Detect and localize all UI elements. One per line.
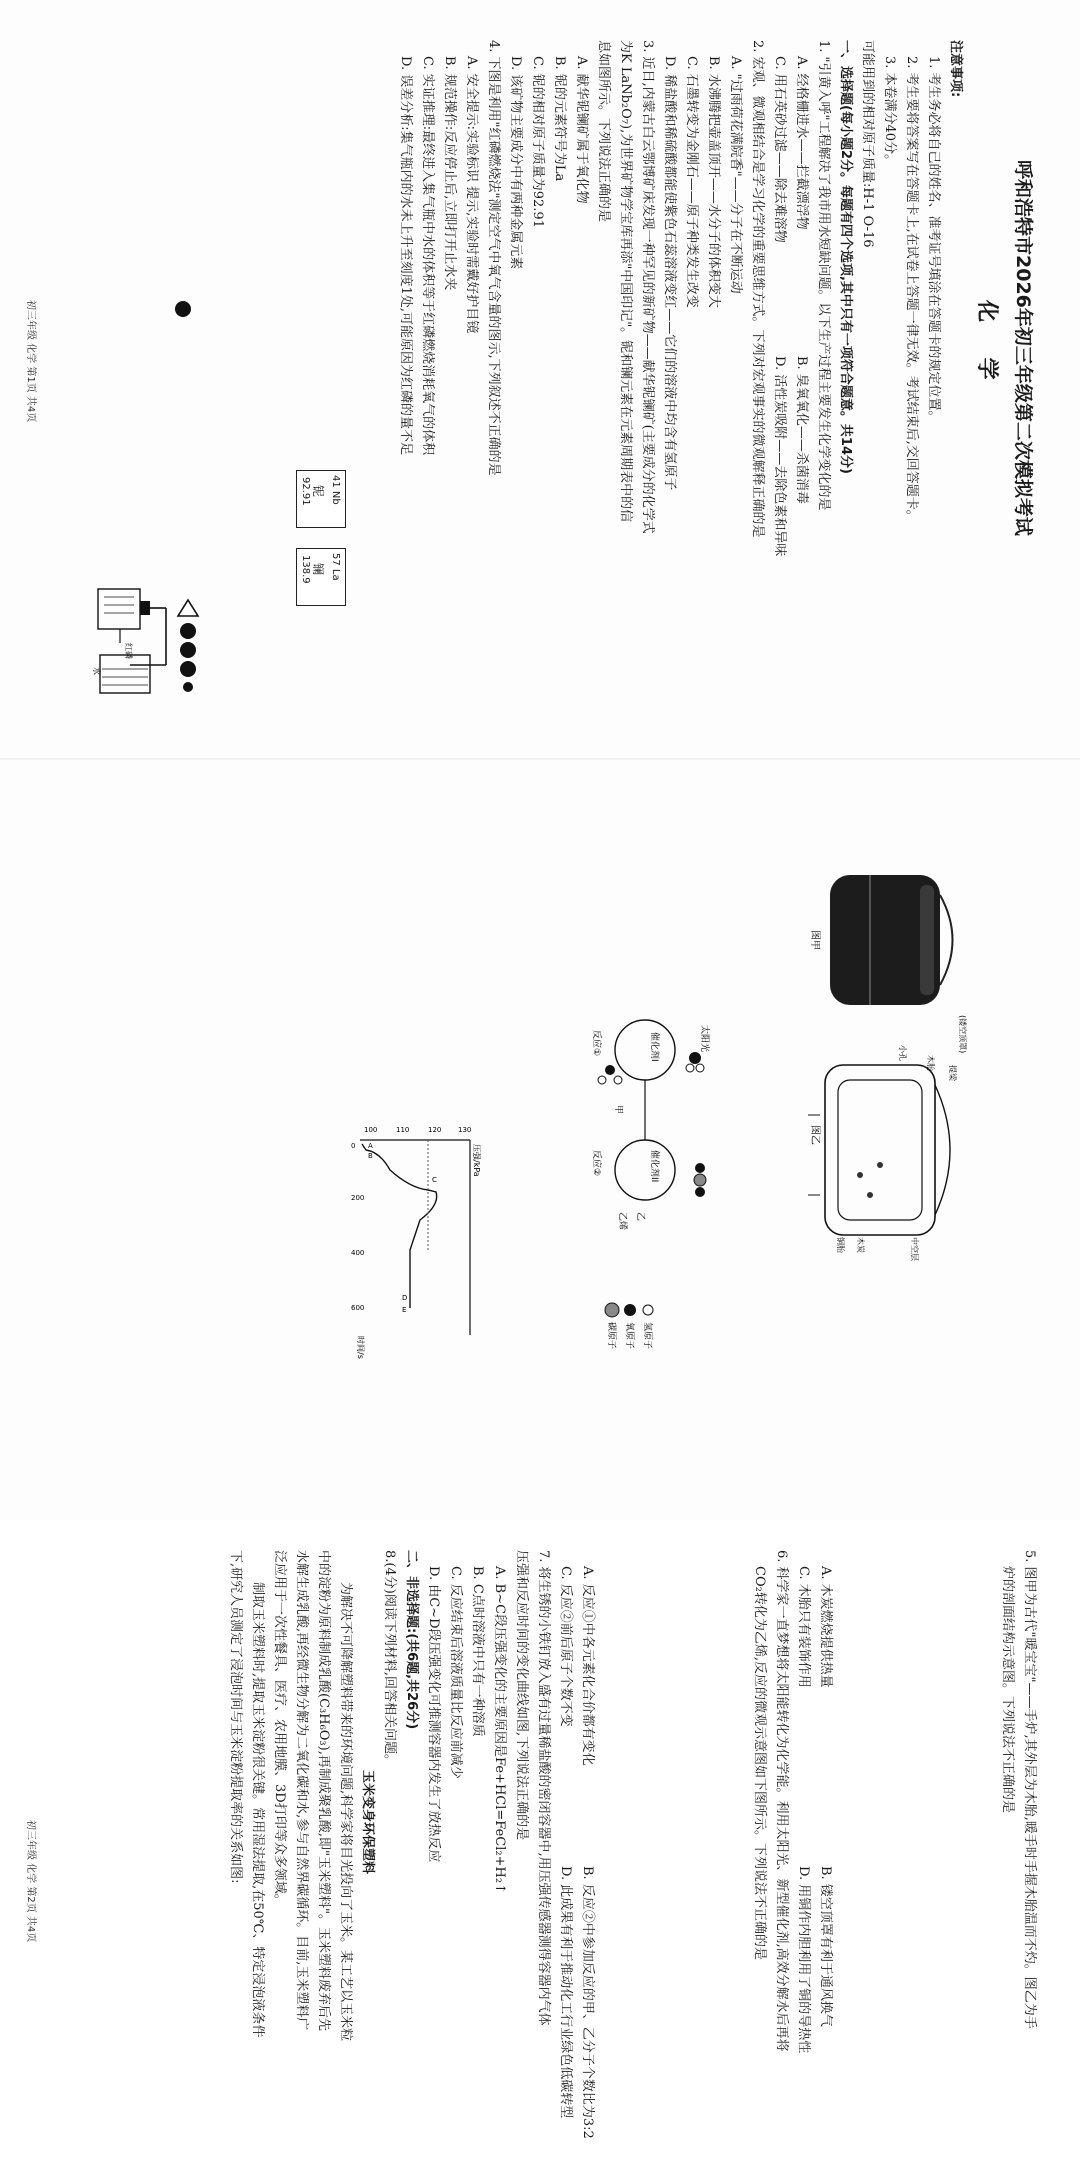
q3-option-b: B. 铌的元素符号为La — [552, 56, 567, 182]
section-label-hollow: 中空层 — [910, 1237, 919, 1261]
handwash-icon — [180, 642, 196, 658]
hand-warmer-photo — [830, 875, 953, 1005]
q8-article-title: 玉米变身环保塑料 — [360, 1770, 375, 1875]
point-d: D — [402, 1294, 408, 1302]
q6-stem-1: 6. 科学家一直梦想将太阳能转化为化学能。利用太阳光、新型催化剂,高效分解水后再将 — [774, 1550, 789, 2052]
inline-goggle-icon — [174, 300, 192, 318]
q6-figure-space — [598, 1550, 748, 2170]
fig-jia-label: 图甲 — [809, 930, 820, 950]
section-label-tongtai: 铜胎 — [836, 1237, 845, 1253]
point-e: E — [402, 1306, 407, 1314]
q6-option-b: B. 反应②中参加反应的甲、乙分子个数比为3:2 — [580, 1866, 595, 2139]
page1-content — [0, 40, 1040, 660]
legend-hydrogen: 氢原子 — [642, 1322, 652, 1350]
point-b: B — [368, 1152, 373, 1160]
catalyst-1-label: 催化剂I — [649, 1032, 659, 1062]
point-c: C — [432, 1176, 437, 1184]
exam-page-2 — [0, 760, 1080, 2139]
nb-mass: 92.91 — [300, 477, 311, 506]
jia-label: 甲 — [613, 1105, 623, 1115]
q7-pressure-chart — [350, 1126, 481, 1359]
pressure-curve — [362, 1144, 437, 1308]
q6-option-a: A. 反应①中各元素化合价都有变化 — [580, 1566, 595, 1766]
ethylene-label: 乙烯 — [617, 1212, 627, 1231]
q3-option-d: D. 该矿物主要成分中有两种金属元素 — [508, 56, 523, 270]
section-label-mutai: 木胎 — [926, 1055, 935, 1071]
q5-stem-1: 5. 图甲为古代"暖宝宝"——手炉,其外层为木胎,暖手时手握木胎温而不灼。图乙为手 — [1022, 1550, 1037, 2029]
section-label-hole: 小孔 — [898, 1045, 907, 1061]
section-1-heading: 一、选择题(每小题2分。每题有四个选项,其中只有一项符合题意。共14分) — [838, 40, 853, 474]
catalyst-2-cycle — [615, 1140, 675, 1200]
q4-option-b: B. 规范操作:反应停止后,立即打开止水夹 — [442, 56, 457, 291]
q4-option-c: C. 实证推理:最终进入集气瓶中水的体积等于红磷燃烧消耗氧气的体积 — [420, 56, 435, 456]
legend-carbon: 碳原子 — [606, 1322, 616, 1350]
page2-footer: 初三年级 化学 第2页 共4页 — [25, 1820, 36, 1943]
q8-stem: 8.(4分)阅读下列材料,回答相关问题。 — [382, 1550, 397, 1767]
section-label-mutan: 木炭 — [856, 1237, 865, 1253]
subject-title: 化 学 — [974, 300, 999, 394]
nb-symbol: Nb — [330, 490, 341, 505]
ytick-110: 110 — [396, 1126, 410, 1134]
ytick-130: 130 — [458, 1126, 472, 1134]
q5-option-a: A. 木炭燃烧提供热量 — [818, 1566, 833, 1688]
legend-oxygen: 氧原子 — [624, 1322, 634, 1350]
la-mass: 138.9 — [300, 555, 311, 584]
q7-option-c: C. 反应结束后溶液质量比反应前减少 — [448, 1566, 463, 1779]
la-number: 57 — [330, 553, 341, 566]
atomic-mass: 可能用到的相对原子质量:H-1 O-16 — [860, 40, 875, 248]
q2-option-d: D. 稀盐酸和稀硫酸都能使紫色石蕊溶液变红——它们的溶液中均含有氢原子 — [662, 56, 677, 491]
carbon-atom-icon — [605, 1303, 619, 1317]
notice-3: 3. 本卷满分40分。 — [882, 56, 897, 168]
exam-title: 呼和浩特市2026年初三年级第二次模拟考试 — [1012, 160, 1034, 536]
co2-molecule — [694, 1174, 706, 1186]
q1-option-a: A. 经格栅进水——拦截漂浮物 — [794, 56, 809, 230]
xtick-400: 400 — [351, 1249, 365, 1257]
q8-para1-b: 中的淀粉为原料制成乳酸(C₃H₆O₃),再制成聚乳酸,即"玉米塑料"。玉米塑料废弃后先 — [316, 1550, 331, 2031]
q7-option-b: B. C点时溶液中只有一种溶质 — [470, 1566, 485, 1737]
element-cell-nb — [296, 470, 346, 528]
water-molecule — [689, 1052, 701, 1064]
q2-option-b: B. 水沸腾把壶盖顶开——水分子的体积变大 — [706, 56, 721, 308]
oxygen-atom-icon — [624, 1304, 636, 1316]
element-cell-la — [296, 548, 346, 606]
notice-2: 2. 考生要将答案写在答题卡上,在试卷上答题一律无效。考试结束后,交回答题卡。 — [904, 56, 919, 523]
ytick-100: 100 — [364, 1126, 378, 1134]
q3-stem-3: 息如图所示。下列说法正确的是 — [596, 40, 611, 223]
xtick-200: 200 — [351, 1194, 365, 1202]
q2-option-a: A. "过雨荷花满院香"——分子在不断运动 — [728, 56, 743, 294]
q6-reaction-diagram — [580, 980, 730, 1280]
hydrogen-atom-icon — [643, 1305, 653, 1315]
q1-option-b: B. 臭氧氧化——杀菌消毒 — [794, 356, 809, 504]
point-a: A — [368, 1142, 373, 1150]
nb-number: 41 — [330, 475, 341, 488]
q8-para2-a: 制取玉米塑料时,提取玉米淀粉很关键。常用湿法提取,在50℃、特定浸泡液条件 — [250, 1582, 265, 2038]
chart-y-label: 压强/kPa — [472, 1144, 481, 1177]
q7-stem-1: 7. 将生锈的小铁钉放入盛有过量稀盐酸的密闭容器中,用压强传感器测得容器内气体 — [536, 1550, 551, 2026]
section-2-heading: 二、非选择题:(共6题,共26分) — [404, 1550, 419, 1730]
notice-1: 1. 考生务必将自己的姓名、准考证号填涂在答题卡的规定位置。 — [926, 56, 941, 424]
ytick-120: 120 — [428, 1126, 442, 1134]
page2-content — [0, 1550, 1040, 2170]
nb-name: 铌 — [311, 485, 325, 498]
reaction-2-label: 反应② — [591, 1150, 601, 1177]
q5-option-d: D. 用铜作内胆利用了铜的导热性 — [796, 1866, 811, 2054]
label-water: 水 — [92, 667, 101, 675]
xtick-0: 0 — [351, 1142, 356, 1150]
q6-legend — [600, 1300, 660, 1400]
q1-option-d: D. 活性炭吸附——去除色素和异味 — [772, 356, 787, 557]
hazard-triangle-icon — [178, 600, 198, 616]
q4-stem: 4. 下图是利用"红磷燃烧法"测定空气中氧气含量的图示,下列叙述不正确的是 — [486, 40, 501, 476]
hot-surface-icon — [183, 682, 193, 692]
q7-option-d: D. 由C~D段压强变化可推测容器内发生了放热反应 — [426, 1566, 441, 1863]
page1-footer: 初三年级 化学 第1页 共4页 — [25, 300, 36, 423]
catalyst-1-cycle — [615, 1020, 675, 1080]
catalyst-2-label: 催化剂II — [649, 1150, 659, 1183]
xtick-600: 600 — [351, 1304, 365, 1312]
section-label-handle: 提梁 — [948, 1065, 957, 1081]
fig-yi-label: 图乙 — [809, 1125, 820, 1145]
q2-stem: 2. 宏观、微观相结合是学习化学的重要思维方式。下列对宏观事实的微观解释正确的是 — [750, 40, 765, 538]
q1-stem: 1. "引黄入呼"工程解决了我市用水短缺问题。以下生产过程主要发生化学变化的是 — [816, 40, 831, 511]
collection-bottle — [98, 589, 140, 629]
q3-stem-1: 3. 近日,内蒙古白云鄂博矿床发现一种罕见的新矿物——献华铌镧矿(主要成分的化学式 — [640, 40, 655, 534]
fire-icon — [180, 661, 196, 677]
q8-para2-b: 下,研究人员测定了浸泡时间与玉米淀粉提取率的关系如图: — [228, 1550, 243, 1884]
hand-warmer-section — [808, 1065, 950, 1235]
q1-options-cd — [768, 40, 790, 660]
exam-page-1 — [0, 0, 1080, 760]
q3-option-c: C. 铌的相对原子质量为92.91 — [530, 56, 545, 228]
label-hongling: 红磷 — [124, 643, 133, 659]
q2-option-c: C. 石墨转变为金刚石——原子种类发生改变 — [684, 56, 699, 308]
q3-stem-2: 为K LaNb₂O₇),为世界矿物学宝库再添"中国印记"。铌和镧元素在元素周期表中的信 — [618, 40, 633, 523]
goggles-icon — [180, 623, 196, 639]
la-symbol: La — [330, 568, 341, 581]
water-beaker — [100, 655, 150, 693]
q1-option-c: C. 用石英砂过滤——除去难溶物 — [772, 56, 787, 243]
q5-options-cd — [792, 1550, 814, 2170]
yi-label: 乙 — [635, 1212, 645, 1222]
q5-figures — [800, 865, 970, 1285]
q6-options-ab — [576, 1550, 598, 2170]
chart-x-label: 时间/s — [356, 1336, 365, 1359]
q1-options-ab — [790, 40, 812, 660]
section-label-top: (镂空顶罩) — [958, 1015, 967, 1054]
phosphorus-apparatus — [90, 585, 180, 700]
q6-options-cd — [554, 1550, 576, 2170]
q8-para1-c: 水解生成乳酸,再经微生物分解为二氧化碳和水,参与自然界碳循环。目前,玉米塑料广 — [294, 1550, 309, 2031]
q8-para1-d: 泛应用于一次性餐具、医疗、农用地膜、3D打印等众多领域。 — [272, 1550, 287, 1907]
q4-option-a: A. 安全提示:实验标识 提示,实验时需戴好护目镜 — [464, 56, 479, 334]
q5-figure-space — [836, 1550, 996, 2170]
q6-option-c: C. 反应②前后原子个数不变 — [558, 1566, 573, 1727]
q7-option-a: A. B~C段压强变化的主要原因是Fe+HCl=FeCl₂+H₂↑ — [492, 1566, 507, 1894]
notice-heading: 注意事项: — [948, 40, 963, 98]
q8-para1-a: 为解决不可降解塑料带来的环境问题,科学家将目光投向了玉米。某工艺以玉米粒 — [338, 1582, 353, 2042]
reaction-1-label: 反应① — [591, 1030, 601, 1057]
q5-option-c: C. 木胎只有装饰作用 — [796, 1566, 811, 1688]
q6-option-d: D. 此成果有利于推动化工行业绿色低碳转型 — [558, 1866, 573, 2119]
q4-option-d: D. 误差分析:集气瓶内的水未上升至刻度1处,可能原因为红磷的量不足 — [398, 56, 413, 456]
q5-stem-2: 炉的剖面结构示意图。下列说法不正确的是 — [1000, 1566, 1015, 1814]
q3-option-a: A. 献华铌镧矿属于氧化物 — [574, 56, 589, 204]
q6-stem-2: CO₂转化为乙烯,反应的微观示意图如下图所示。下列说法不正确的是 — [752, 1566, 767, 1960]
q5-options-ab — [814, 1550, 836, 2170]
q5-option-b: B. 镂空顶罩有利于通风换气 — [818, 1866, 833, 2027]
sunlight-label: 太阳光 — [699, 1025, 709, 1053]
la-name: 镧 — [311, 563, 325, 576]
q7-stem-2: 压强和反应时间的变化曲线如图,下列说法正确的是 — [514, 1550, 529, 1841]
